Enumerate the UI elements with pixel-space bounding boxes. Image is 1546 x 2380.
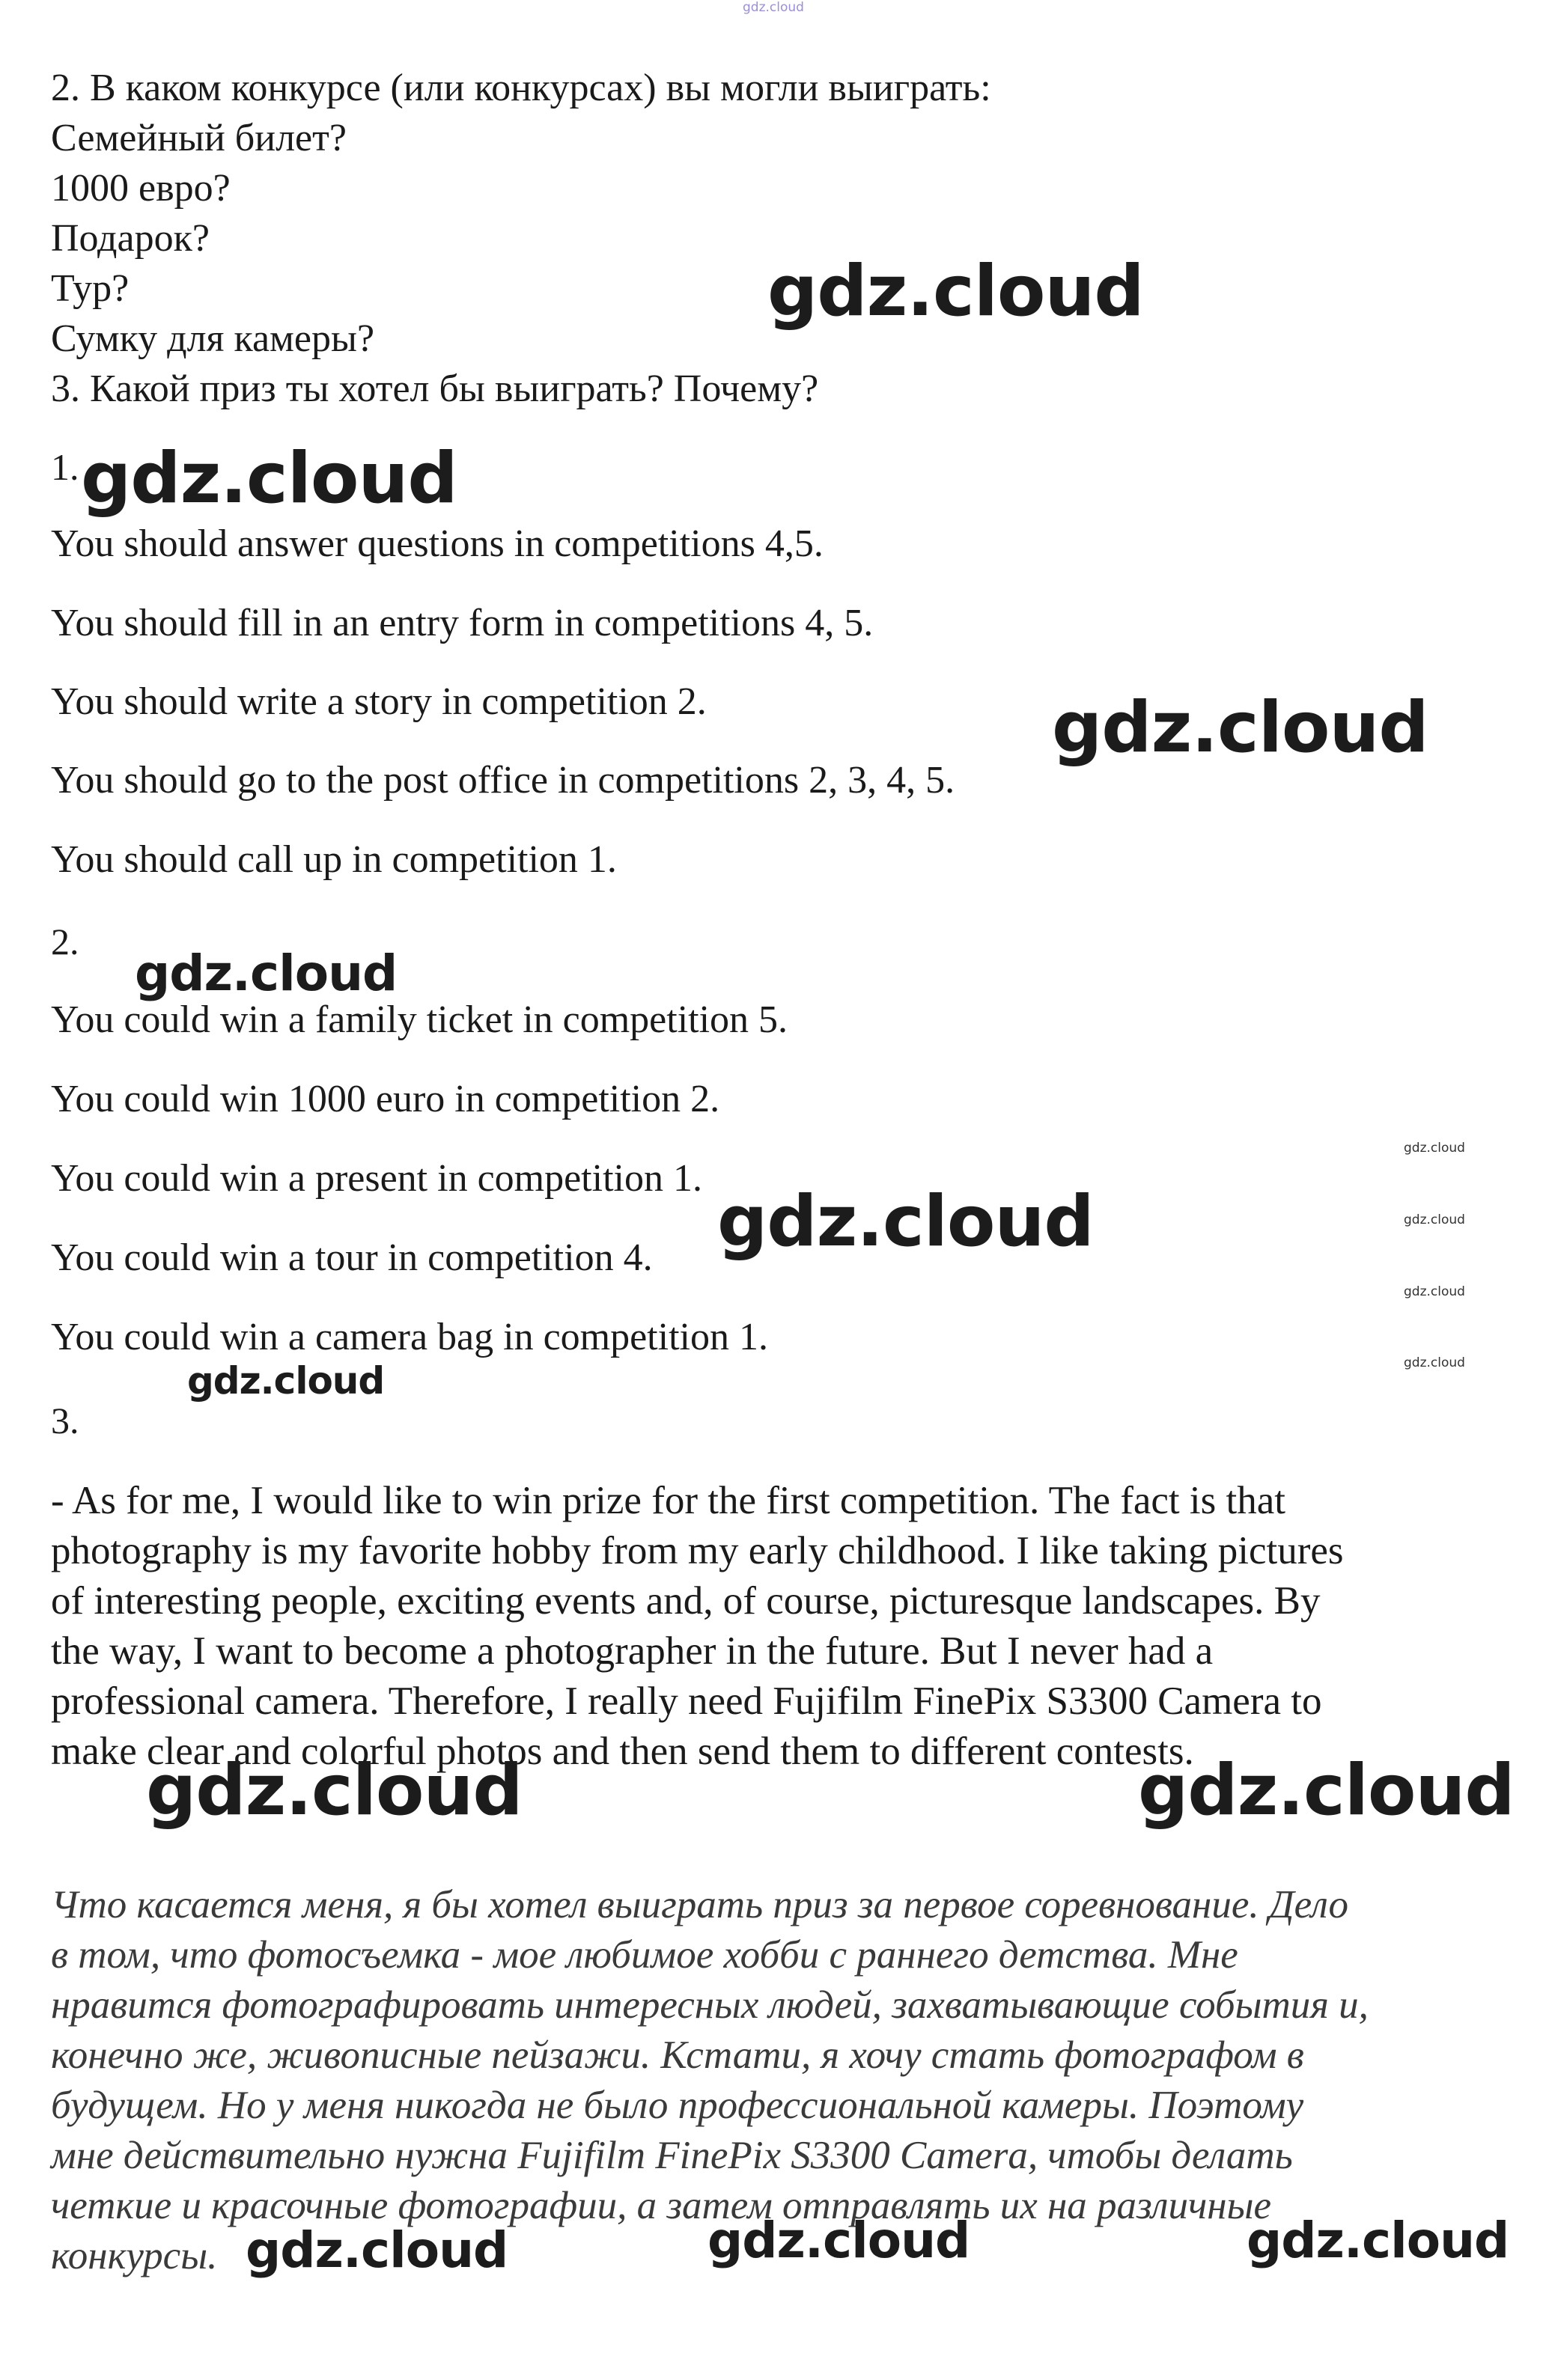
watermark-top: gdz.cloud <box>743 0 804 15</box>
russian-line: конечно же, живописные пейзажи. Кстати, я хочу стать фотографом в <box>51 2033 1304 2077</box>
watermark: gdz.cloud <box>1052 687 1428 769</box>
english-line: make clear and colorful photos and then send them to different contests. <box>51 1730 1194 1773</box>
watermark: gdz.cloud <box>707 2212 970 2269</box>
answer1-line: You should write a story in competition 2. <box>51 680 707 723</box>
russian-line: в том, что фотосъемка - мое любимое хобби с раннего детства. Мне <box>51 1933 1238 1977</box>
watermark-small: gdz.cloud <box>1404 1141 1465 1156</box>
english-line: the way, I want to become a photographer in the future. But I never had a <box>51 1629 1214 1673</box>
english-line: - As for me, I would like to win prize for the first competition. The fact is that <box>51 1479 1285 1522</box>
question2-item-1000-euro: 1000 евро? <box>51 167 231 210</box>
question2-item-camera-bag: Сумку для камеры? <box>51 317 375 360</box>
watermark: gdz.cloud <box>246 2221 508 2279</box>
question2-title: 2. В каком конкурсе (или конкурсах) вы могли выиграть: <box>51 67 991 109</box>
answer2-line: You could win a tour in competition 4. <box>51 1236 653 1279</box>
answer2-line: You could win a present in competition 1. <box>51 1157 702 1200</box>
answer2-number: 2. <box>51 921 79 962</box>
answer3-english <box>51 1476 1518 1777</box>
english-line: photography is my favorite hobby from my early childhood. I like taking pictures <box>51 1529 1344 1572</box>
russian-line: будущем. Но у меня никогда не было профессиональной камеры. Поэтому <box>51 2084 1304 2127</box>
answer1-line: You should call up in competition 1. <box>51 838 617 881</box>
russian-line: нравится фотографировать интересных людей, захватывающие события и, <box>51 1983 1369 2027</box>
watermark: gdz.cloud <box>146 1750 523 1831</box>
answer1-line: You should answer questions in competitions 4,5. <box>51 522 824 565</box>
russian-line: Что касается меня, я бы хотел выиграть приз за первое соревнование. Дело <box>51 1883 1349 1926</box>
answer1-line: You should go to the post office in competitions 2, 3, 4, 5. <box>51 759 955 802</box>
russian-line: конкурсы. <box>51 2234 218 2277</box>
answer2-line: You could win a family ticket in competition 5. <box>51 998 788 1041</box>
question2-item-family-ticket: Семейный билет? <box>51 117 347 159</box>
english-line: professional camera. Therefore, I really need Fujifilm FinePix S3300 Camera to <box>51 1679 1322 1723</box>
english-line: of interesting people, exciting events and, of course, picturesque landscapes. By <box>51 1579 1321 1623</box>
watermark: gdz.cloud <box>81 438 457 519</box>
answer1-line: You should fill in an entry form in competitions 4, 5. <box>51 602 874 644</box>
watermark: gdz.cloud <box>1138 1750 1515 1831</box>
watermark: gdz.cloud <box>187 1359 385 1403</box>
watermark: gdz.cloud <box>767 251 1144 332</box>
answer1-number: 1. <box>51 446 79 488</box>
watermark: gdz.cloud <box>1247 2212 1509 2269</box>
answer2-line: You could win 1000 euro in competition 2. <box>51 1078 720 1120</box>
russian-line: четкие и красочные фотографии, а затем отправлять их на различные <box>51 2184 1272 2227</box>
watermark-small: gdz.cloud <box>1404 1284 1465 1299</box>
question2-item-tour: Тур? <box>51 267 130 310</box>
watermark-small: gdz.cloud <box>1404 1212 1465 1227</box>
watermark: gdz.cloud <box>135 945 398 1002</box>
question2-item-present: Подарок? <box>51 217 210 260</box>
question3-title: 3. Какой приз ты хотел бы выиграть? Почему? <box>51 367 819 410</box>
answer3-number: 3. <box>51 1400 79 1441</box>
answer2-line: You could win a camera bag in competition 1. <box>51 1316 768 1358</box>
watermark: gdz.cloud <box>717 1181 1094 1263</box>
russian-line: мне действительно нужна Fujifilm FinePix S3300 Camera, чтобы делать <box>51 2134 1293 2177</box>
watermark-small: gdz.cloud <box>1404 1355 1465 1370</box>
